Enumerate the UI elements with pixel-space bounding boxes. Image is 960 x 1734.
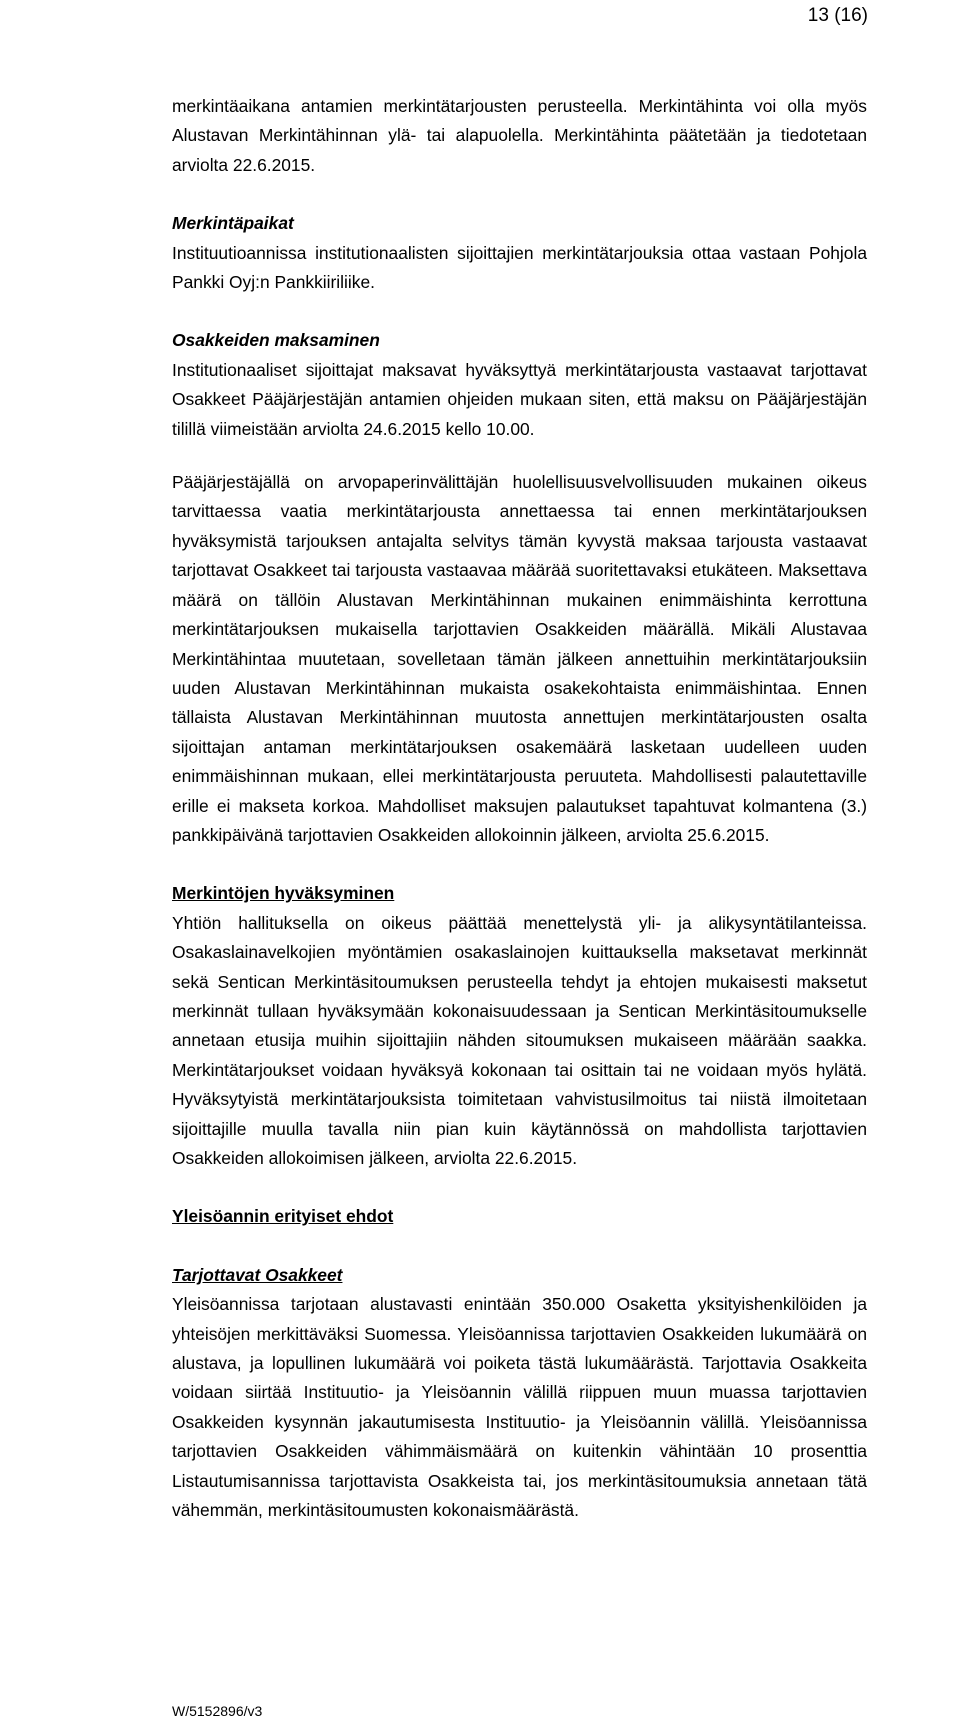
tarjottavat-osakkeet-paragraph: Yleisöannissa tarjotaan alustavasti enintään 350.000 Osaketta yksityishenkilöiden ja yhteisöjen merkittäväksi Suomessa. Yleisöannissa tarjottavien Osakkeiden lukumäärä on alustava, ja lopullinen lukumäärä voi poiketa tästä lukumäärästä. Tarjottavia Osakkeita voidaan siirtää Instituutio- ja Yleisöannin välillä riippuen muun muassa tarjottavien Osakkeiden kysynnän jakautumisesta Instituutio- ja Yleisöannin välillä. Yleisöannissa tarjottavien Osakkeiden vähimmäismäärä on kuitenkin vähintään 10 prosenttia Listautumisannissa tarjottavista Osakkeista tai, jos merkintäsitoumuksia annetaan tätä vähemmän, merkintäsitoumusten kokonaismäärästä. bbox=[172, 1294, 867, 1521]
intro-paragraph: merkintäaikana antamien merkintätarjousten perusteella. Merkintähinta voi olla myös Alustavan Merkintähinnan ylä- tai alapuolella. Merkintähinta päätetään ja tiedotetaan arviolta 22.6.2015. bbox=[172, 96, 867, 175]
heading-tarjottavat-osakkeet: Tarjottavat Osakkeet bbox=[172, 1264, 343, 1285]
hyvaksyminen-paragraph: Yhtiön hallituksella on oikeus päättää menettelystä yli- ja alikysyntätilanteissa. Osakaslainavelkojien myöntämien osakaslainojen kuittauksella maksetavat merkinnät sekä Sentican Merkintäsitoumuksen perusteella tehdyt ja ehtojen mukaisesti maksetut merkinnät tullaan hyväksymään kokonaisuudessaan ja Sentican Merkintäsitoumukselle annetaan etusija muihin sijoittajiin nähden sitoumuksen mukaiseen määrään saakka. Merkintätarjoukset voidaan hyväksyä kokonaan tai osittain tai ne voidaan myös hylätä. Hyväksytyistä merkintätarjouksista toimitetaan vahvistusilmoitus tai niistä ilmoitetaan sijoittajille muulla tavalla niin pian kuin käytännössä on mahdollista tarjottavien Osakkeiden allokoimisen jälkeen, arviolta 22.6.2015. bbox=[172, 912, 867, 1168]
heading-merkintapaikat: Merkintäpaikat bbox=[172, 213, 294, 234]
merkintapaikat-paragraph: Instituutioannissa institutionaalisten sijoittajien merkintätarjouksia ottaa vastaan Pohjola Pankki Oyj:n Pankkiiriliike. bbox=[172, 242, 867, 293]
maksaminen-paragraph-1: Institutionaaliset sijoittajat maksavat hyväksyttyä merkintätarjousta vastaavat tarjottavat Osakkeet Pääjärjestäjän antamien ohjeiden mukaan siten, että maksu on Pääjärjestäjän tilillä viimeistään arviolta 24.6.2015 kello 10.00. bbox=[172, 359, 867, 439]
section-merkintojen-hyvaksyminen bbox=[172, 879, 867, 1173]
document-body bbox=[172, 92, 867, 1525]
section-tarjottavat-osakkeet bbox=[172, 1261, 867, 1526]
heading-osakkeiden-maksaminen: Osakkeiden maksaminen bbox=[172, 330, 380, 351]
section-yleisoannin-erityiset-ehdot bbox=[172, 1202, 867, 1231]
section-osakkeiden-maksaminen bbox=[172, 326, 867, 850]
section-merkintapaikat bbox=[172, 209, 867, 297]
maksaminen-paragraph-2: Pääjärjestäjällä on arvopaperinvälittäjän huolellisuusvelvollisuuden mukainen oikeus tarvittaessa vaatia merkintätarjousta annettaessa tai ennen merkintätarjouksen hyväksymistä tarjouksen antajalta selvitys tämän kyvystä maksaa tarjousta vastaavat tarjottavat Osakkeet tai tarjousta vastaavaa määrää suoritettavaksi etukäteen. Maksettava määrä on tällöin Alustavan Merkintähinnan mukainen enimmäishinta kerrottuna merkintätarjouksen mukaisella tarjottavien Osakkeiden määrällä. Mikäli Alustavaa Merkintähintaa muutetaan, sovelletaan tämän jälkeen annettuihin merkintätarjouksiin uuden Alustavan Merkintähinnan mukaista osakekohtaista enimmäishintaa. Ennen tällaista Alustavan Merkintähinnan muutosta annettujen merkintätarjousten osalta sijoittajan antaman merkintätarjouksen osakemäärä lasketaan uudelleen uuden enimmäishinnan mukaan, ellei merkintätarjousta peruuteta. Mahdollisesti palautettaville erille ei makseta korkoa. Mahdolliset maksujen palautukset tapahtuvat kolmantena (3.) pankkipäivänä tarjottavien Osakkeiden allokoinnin jälkeen, arviolta 25.6.2015. bbox=[172, 472, 867, 845]
heading-yleisoannin-erityiset-ehdot: Yleisöannin erityiset ehdot bbox=[172, 1206, 394, 1227]
heading-merkintojen-hyvaksyminen: Merkintöjen hyväksyminen bbox=[172, 883, 395, 904]
page-number: 13 (16) bbox=[807, 5, 868, 26]
document-id-footer: W/5152896/v3 bbox=[172, 1703, 263, 1719]
